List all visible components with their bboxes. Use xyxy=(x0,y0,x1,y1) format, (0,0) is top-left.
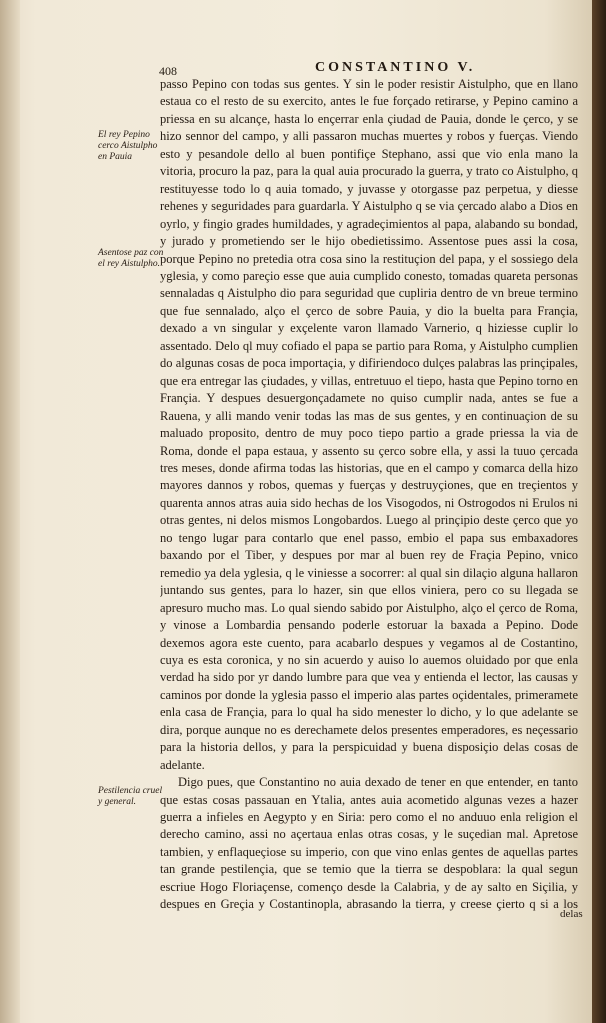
sidenote-pestilencia: Pestilencia cruel y general. xyxy=(98,786,163,807)
book-cover-edge xyxy=(592,0,606,1023)
catchword: delas xyxy=(560,908,583,920)
running-title: CONSTANTINO V. xyxy=(315,60,476,75)
folio-number: 408 xyxy=(159,64,177,78)
paragraph-2: Digo pues, que Constantino no auia dexado de tener en que entender, en tanto que estas cosas passauan en Ytalia, antes auia acometido algunas vezes a hazer guerra a infieles en Aegypto y en Siria: pero como el no anduuo enla religion el derecho camino, assi no açertaua enlas otras cosas, y le suçedian mal. Apretose tambien, y enflaqueçiose su imperio, con que vino enlas gentes de aquellas partes tan grande pestilençia, que se temio que la tierra se despoblara: la qual segun escriue Hogo Floriaçense, començo desde la Calabria, y de ay salto en Siçilia, y despues en Greçia y Costantinopla, abrasando la tierra, y creese çierto q si a los xyxy=(160,775,578,912)
sidenote-paz-aistulpho: Asentose paz con el rey Aistulpho. xyxy=(98,248,164,269)
book-gutter xyxy=(0,0,20,1023)
paragraph-1: passo Pepino con todas sus gentes. Y sin le poder resistir Aistulpho, que en llano estaua co el resto de su exercito, antes le fue forçado retirarse, y Pepino camino a priessa en su alcançe, hasta lo ençerrar enla çiudad de Pauia, donde le çerco, y se hizo sennor del campo, y alli passaron muchas muertes y robos y fuerças. Viendo esto y pesandole dello al buen pontifiçe Stephano, assi que vio enla mano la vitoria, procuro la paz, para la qual auia procurado la guerra, y trato co Aistulpho, q restituyesse todo lo q auia tomado, y juvasse y otorgasse paz perpetua, y diesse rehenes y seguridades para guardarla. Y Aistulpho q se via çercado alabo a Dios en oyrlo, y fingio grades humildades, y agradeçimientos al papa, alabando su bondad, y jurado y prometiendo ser le hijo obedietissimo. Assentose pues assi la cosa, porque Pepino no pretedia otra cosa sino la restituçion del papa, y el sossiego dela yglesia, y como pareçio esse que auia cumplido conesto, tomadas quareta personas sennaladas q Aistulpho dio para seguridad que cupliria dentro de vn breue termino que fue sennalado, alço el çerco de sobre Pauia, y dio la buelta para Françia, dexado a vn singular y exçelente varon llamado Varnerio, q hiziesse cuplir lo assentado. Delo ql muy cofiado el papa se partio para Roma, y Aistulpho cumplien do algunas cosas de poca importaçia, y difiriendoco dulçes palabras las prinçipales, que era entregar las çiudades, y villas, entretuuo el tiepo, hasta que Pepino torno en Françia. Y despues desuergonçadamete no quiso cumplir nada, antes se fue a Rauena, y alli mando venir todas las mas de sus gentes, y en continuaçion de su maluado proposito, dentro de muy poco tiepo partio a grade priessa la via de Roma, donde el papa estaua, y assento su çerco sobre ella, y assi la tuuo çercada tres meses, donde afirma todas las historias, que en el campo y comarca della hizo mayores dannos y robos, quemas y fuerças y destruyçiones, que en treçientos y quarenta annos atras auia sido hechas de los Visogodos, ni Ostrogodos ni Erulos ni otras gentes, ni delos mismos Longobardos. Luego al prinçipio deste çerco que yo no tengo lugar para contarlo que enel passo, embio el papa sus embaxadores baxando por el Tiber, y despues por mar al buen rey de Fraçia Pepino, vnico remedio ya dela yglesia, q le viniesse a socorrer: al qual sin dilaçio alguna hallaron juntando sus gentes, para lo hazer, sin que ellos viniera, pero co su llegada se apresuro mucho mas. Lo qual siendo sabido por Aistulpho, alço el çerco de Roma, y vinose a Lombardia pensando poderle estoruar la baxada a Pepino. Dode dexemos agora este cuento, para acabarlo despues y vegamos al de Costantino, cuya es esta coronica, y no sin acuerdo y auiso lo auemos oluidado por que enla verdad ha sido por yr dando lumbre para que vea y entienda el lector, las causas y caminos por donde la yglesia passo el imperio alas partes oçidentales, primeramete enla casa de Françia, para lo qual ha sido menester lo dicho, y lo que adelante se dira, porque aunque no es derechamete delos presentes emperadores, es neçessario para la historia dellos, y para la perspicuidad y buena disposiçio delas cosas de adelante. xyxy=(160,77,578,772)
main-text-column xyxy=(160,76,578,916)
sidenote-pepino-pauia: El rey Pepino cerco Aistulpho en Pauia xyxy=(98,130,158,162)
